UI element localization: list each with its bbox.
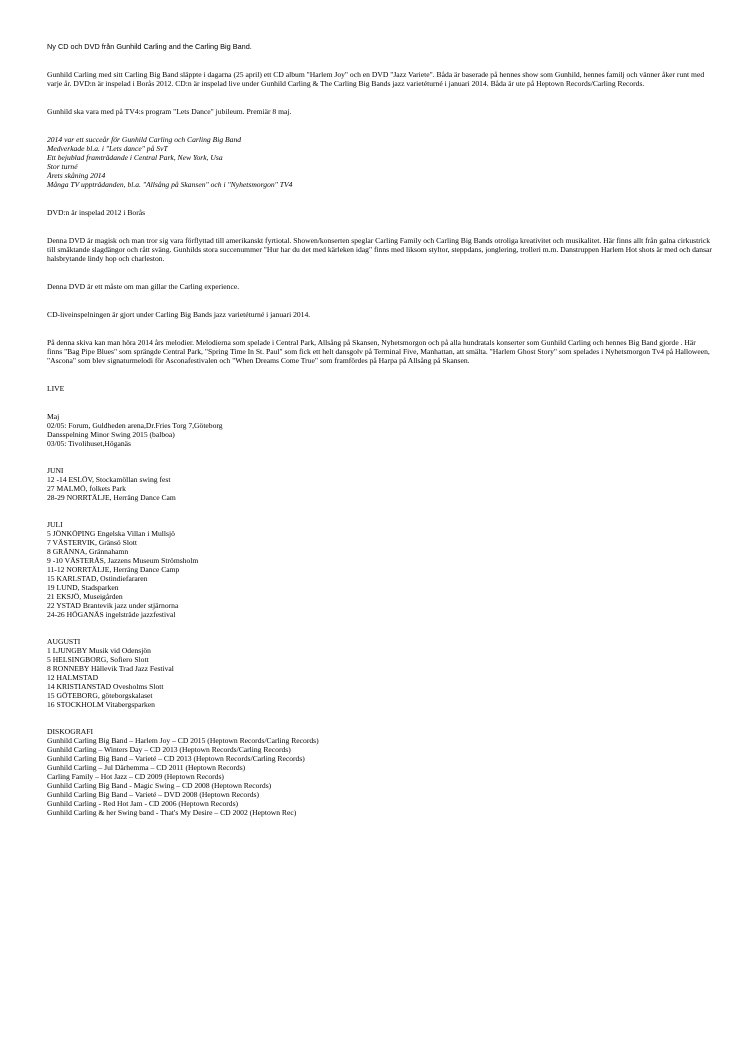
live-item: 15 KARLSTAD, Ostindiefararen	[47, 574, 148, 583]
dvd-paragraph: Denna DVD är ett måste om man gillar the Carling experience.	[47, 282, 240, 291]
dvd-paragraph: Denna DVD är magisk och man tror sig vara förflyttad till amerikanskt fyrtiotal. Showen/konserten speglar Carling Family och Carling Big Bands otroliga kreativitet och musikalitet. Här finns allt från galna cirkustrick till smäktande slagdängor och rått sväng. Gunhilds stora succenummer "Hur har du det med kärleken idag" finns med liksom styltor, steppdans, jonglering, trolleri m.m. Danstruppen Harlem Hot shots är med och dansar halsbrytande lindy hop och charleston.	[47, 236, 712, 263]
discography-item: Gunhild Carling Big Band – Varieté – CD 2013 (Heptown Records/Carling Records)	[47, 754, 305, 763]
month-name: AUGUSTI	[47, 637, 81, 646]
discography-item: Carling Family – Hot Jazz – CD 2009 (Heptown Records)	[47, 772, 224, 781]
live-month-block	[47, 637, 712, 709]
live-item: 7 VÄSTERVIK, Gränsö Slott	[47, 538, 137, 547]
highlight-line: Medverkade bl.a. i "Lets dance" på SvT	[47, 144, 168, 153]
live-month-block	[47, 520, 712, 619]
live-item: 03/05: Tivolihuset,Höganäs	[47, 439, 131, 448]
discography-title: DISKOGRAFI	[47, 727, 93, 736]
month-name: JULI	[47, 520, 63, 529]
highlight-line: Årets skåning 2014	[47, 171, 106, 180]
live-item: 14 KRISTIANSTAD Ovesholms Slott	[47, 682, 164, 691]
live-item: 1 LJUNGBY Musik vid Odensjön	[47, 646, 151, 655]
highlights-block	[47, 135, 712, 189]
live-item: 22 YSTAD Brantevik jazz under stjärnorna	[47, 601, 179, 610]
month-name: Maj	[47, 412, 60, 421]
highlight-line: 2014 var ett succeår för Gunhild Carling och Carling Big Band	[47, 135, 242, 144]
live-item: 27 MALMÖ, folkets Park	[47, 484, 126, 493]
live-title: LIVE	[47, 384, 65, 393]
live-item: 5 HELSINGBORG, Sofiero Slott	[47, 655, 149, 664]
highlight-line: Stor turné	[47, 162, 78, 171]
live-item: 5 JÖNKÖPING Engelska Villan i Mullsjö	[47, 529, 175, 538]
live-item: 8 RONNEBY Hällevik Trad Jazz Festival	[47, 664, 174, 673]
discography-item: Gunhild Carling – Jul Därhemma – CD 2011 (Heptown Records)	[47, 763, 246, 772]
discography-item: Gunhild Carling Big Band - Magic Swing – CD 2008 (Heptown Records)	[47, 781, 272, 790]
live-item: 21 EKSJÖ, Museigården	[47, 592, 123, 601]
live-item: 11-12 NORRTÄLJE, Herräng Dance Camp	[47, 565, 180, 574]
live-item: 24-26 HÖGANÄS ingelsträde jazzfestival	[47, 610, 176, 619]
live-item: 02/05: Forum, Guldheden arena,Dr.Fries Torg 7,Göteborg	[47, 421, 223, 430]
highlight-line: Ett bejublad framträdande i Central Park, New York, Usa	[47, 153, 223, 162]
discography-item: Gunhild Carling Big Band – Harlem Joy – CD 2015 (Heptown Records/Carling Records)	[47, 736, 319, 745]
discography-item: Gunhild Carling – Winters Day – CD 2013 (Heptown Records/Carling Records)	[47, 745, 291, 754]
live-item: 12 HALMSTAD	[47, 673, 99, 682]
dvd-paragraph: På denna skiva kan man höra 2014 års melodier. Melodierna som spelade i Central Park, Allsång på Skansen, Nyhetsmorgon och på alla hundratals konserter som Gunhild Carling och hennes Big Band gjorde . Här finns "Bag Pipe Blues" som sprängde Central Park, "Spring Time In St. Paul" som fick ett helt dansgolv på Terminal Five, Manhattan, att smälta. "Harlem Ghost Story" som spelades i Nyhetsmorgon Tv4 på Halloween, "Ascona" som blev signaturmelodi för Asconafestivalen och "When Dreams Come True" som framfördes på Harpa på Allsång på Skansen.	[47, 338, 710, 365]
dvd-paragraph: CD-liveinspelningen är gjort under Carling Big Bands jazz varietéturné i januari 2014.	[47, 310, 311, 319]
live-item: 16 STOCKHOLM Vitabergsparken	[47, 700, 155, 709]
live-item: Dansspelning Minor Swing 2015 (balboa)	[47, 430, 175, 439]
discography-item: Gunhild Carling - Red Hot Jam - CD 2006 (Heptown Records)	[47, 799, 239, 808]
discography-item: Gunhild Carling Big Band – Varieté – DVD 2008 (Heptown Records)	[47, 790, 260, 799]
live-item: 8 GRÄNNA, Grännahamn	[47, 547, 129, 556]
month-name: JUNI	[47, 466, 64, 475]
live-item: 15 GÖTEBORG, göteborgskalaset	[47, 691, 153, 700]
dvd-paragraph: DVD:n är inspelad 2012 i Borås	[47, 208, 146, 217]
live-item: 9 -10 VÄSTERÅS, Jazzens Museum Strömsholm	[47, 556, 199, 565]
press-heading: Ny CD och DVD från Gunhild Carling and the Carling Big Band.	[47, 42, 252, 51]
document-page	[47, 42, 712, 817]
live-item: 28-29 NORRTÄLJE, Herräng Dance Cam	[47, 493, 176, 502]
live-month-block	[47, 412, 712, 448]
intro-paragraph: Gunhild ska vara med på TV4:s program "Lets Dance" jubileum. Premiär 8 maj.	[47, 107, 292, 116]
highlight-line: Många TV uppträdanden, bl.a. "Allsång på Skansen" och i "Nyhetsmorgon" TV4	[47, 180, 293, 189]
discography-block	[47, 727, 712, 817]
live-month-block	[47, 466, 712, 502]
live-item: 19 LUND, Stadsparken	[47, 583, 119, 592]
live-item: 12 -14 ESLÖV, Stockamöllan swing fest	[47, 475, 171, 484]
intro-paragraph: Gunhild Carling med sitt Carling Big Band släppte i dagarna (25 april) ett CD album "Harlem Joy" och en DVD "Jazz Variete". Båda är baserade på hennes show som Gunhild, hennes familj och vänner åker runt med varje år. DVD:n är inspelad i Borås 2012. CD:n är inspelad live under Gunhild Carling & The Carling Big Bands jazz varietéturné i januari 2014. Båda är ute på Heptown Records/Carling Records.	[47, 70, 705, 88]
discography-item: Gunhild Carling & her Swing band - That's My Desire – CD 2002 (Heptown Rec)	[47, 808, 297, 817]
